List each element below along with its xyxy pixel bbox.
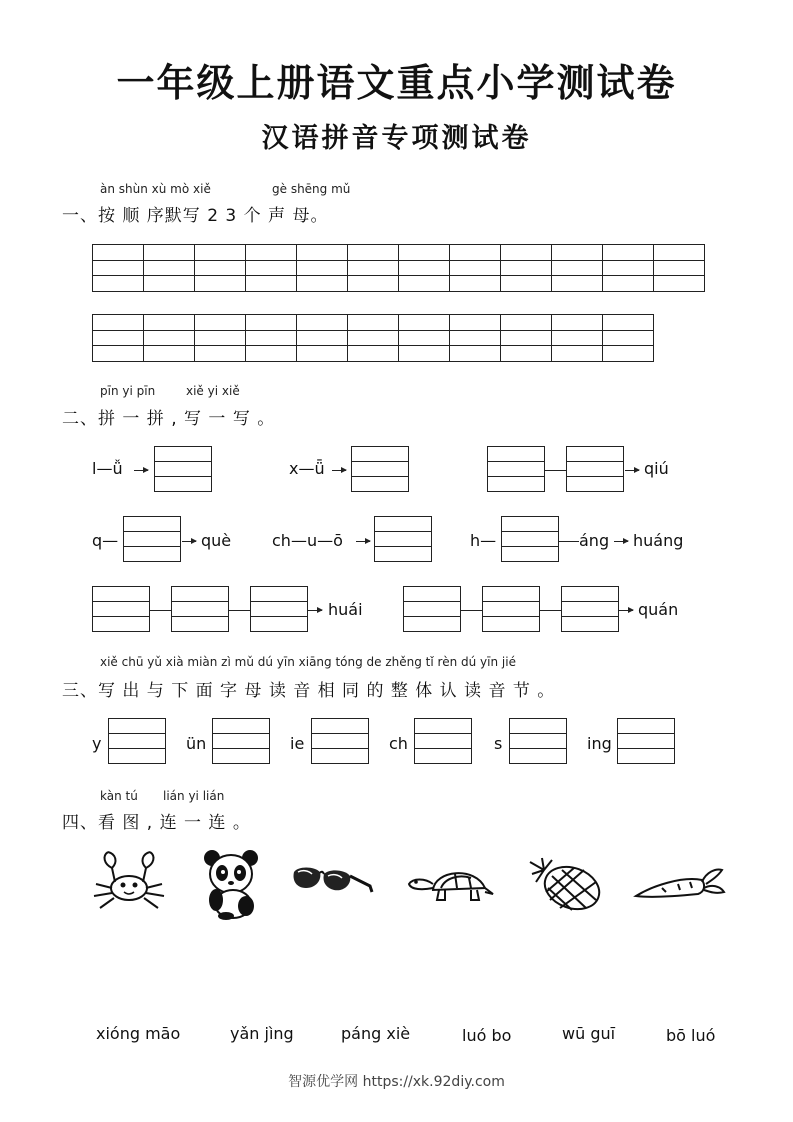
q3-letter-5: s (494, 734, 503, 753)
q2-item-b-box[interactable] (351, 446, 409, 492)
q3-question: 三、写 出 与 下 面 字 母 读 音 相 同 的 整 体 认 读 音 节 。 (62, 681, 556, 701)
q2-item-f-end: huáng (633, 531, 684, 550)
arrow-icon (356, 541, 370, 542)
arrow-icon (619, 610, 633, 611)
q2-pinyin-b: xiě yi xiě (186, 384, 240, 398)
crab-picture[interactable] (88, 848, 170, 916)
writing-cell[interactable] (449, 314, 501, 362)
writing-cell[interactable] (449, 244, 501, 292)
q4-pinyin-a: kàn tú (100, 789, 138, 803)
q2-pinyin-a: pīn yi pīn (100, 384, 156, 398)
q1-grid-row-1[interactable] (92, 244, 705, 292)
q3-pinyin: xiě chū yǔ xià miàn zì mǔ dú yīn xiāng tóng de zhěng tǐ rèn dú yīn jié (100, 655, 516, 669)
q1-grid-row-2[interactable] (92, 314, 654, 362)
q2-item-h-box-1[interactable] (403, 586, 461, 632)
writing-cell[interactable] (500, 244, 552, 292)
q2-item-g-box-3[interactable] (250, 586, 308, 632)
q4-word-5[interactable]: wū guī (562, 1024, 616, 1043)
arrow-icon (182, 541, 196, 542)
writing-cell[interactable] (194, 244, 246, 292)
q2-item-a-start: l—ǚ (92, 459, 123, 478)
q3-letter-6: ing (587, 734, 612, 753)
q2-item-h-box-2[interactable] (482, 586, 540, 632)
writing-cell[interactable] (245, 244, 297, 292)
q2-item-h-box-3[interactable] (561, 586, 619, 632)
arrow-icon (308, 610, 322, 611)
q3-letter-1: y (92, 734, 102, 753)
q2-item-g-box-2[interactable] (171, 586, 229, 632)
writing-cell[interactable] (296, 314, 348, 362)
arrow-icon (614, 541, 628, 542)
q2-item-d-end: què (201, 531, 232, 550)
arrow-icon (332, 470, 346, 471)
writing-cell[interactable] (143, 244, 195, 292)
q4-word-3[interactable]: páng xiè (341, 1024, 411, 1043)
writing-cell[interactable] (143, 314, 195, 362)
q2-item-e-start: ch—u—ō (272, 531, 343, 550)
q3-box-3[interactable] (311, 718, 369, 764)
writing-cell[interactable] (296, 244, 348, 292)
q4-question: 四、看 图 , 连 一 连 。 (62, 813, 251, 833)
q4-word-1[interactable]: xióng māo (96, 1024, 181, 1043)
writing-cell[interactable] (194, 314, 246, 362)
writing-cell[interactable] (602, 314, 654, 362)
q2-question: 二、拼 一 拼 , 写 一 写 。 (62, 409, 276, 429)
q4-pinyin-b: lián yi lián (163, 789, 225, 803)
q2-item-c-box-1[interactable] (487, 446, 545, 492)
writing-cell[interactable] (398, 314, 450, 362)
writing-cell[interactable] (92, 314, 144, 362)
arrow-icon (134, 470, 148, 471)
q1-pinyin-a: àn shùn xù mò xiě (100, 182, 211, 196)
pineapple-picture[interactable] (528, 856, 604, 912)
q4-word-2[interactable]: yǎn jìng (230, 1024, 294, 1043)
q2-item-e-box[interactable] (374, 516, 432, 562)
q1-pinyin-b: gè shēng mǔ (272, 182, 351, 196)
q2-item-b-start: x—ǖ (289, 459, 325, 478)
page-subtitle: 汉语拼音专项测试卷 (261, 123, 532, 154)
q4-word-4[interactable]: luó bo (462, 1026, 512, 1045)
q3-box-1[interactable] (108, 718, 166, 764)
panda-picture[interactable] (200, 848, 262, 920)
q2-item-f-start: h— (470, 531, 497, 550)
writing-cell[interactable] (500, 314, 552, 362)
q2-item-c-end: qiú (644, 459, 669, 478)
q3-box-4[interactable] (414, 718, 472, 764)
page-title: 一年级上册语文重点小学测试卷 (116, 61, 677, 105)
q2-item-g-end: huái (328, 600, 363, 619)
writing-cell[interactable] (347, 314, 399, 362)
writing-cell[interactable] (92, 244, 144, 292)
writing-cell[interactable] (245, 314, 297, 362)
writing-cell[interactable] (551, 244, 603, 292)
q3-box-5[interactable] (509, 718, 567, 764)
glasses-picture[interactable] (290, 862, 374, 904)
turtle-picture[interactable] (405, 860, 497, 906)
carrot-picture[interactable] (632, 866, 726, 904)
q3-box-2[interactable] (212, 718, 270, 764)
q2-item-f-mid: áng (579, 531, 610, 550)
q1-question: 一、按 顺 序默写 2 3 个 声 母。 (62, 206, 329, 226)
q3-letter-2: ün (186, 734, 207, 753)
q4-word-6[interactable]: bō luó (666, 1026, 716, 1045)
q3-letter-4: ch (389, 734, 408, 753)
q2-item-h-end: quán (638, 600, 679, 619)
writing-cell[interactable] (653, 244, 705, 292)
q2-item-d-box[interactable] (123, 516, 181, 562)
q2-item-c-box-2[interactable] (566, 446, 624, 492)
writing-cell[interactable] (398, 244, 450, 292)
writing-cell[interactable] (347, 244, 399, 292)
q2-item-g-box-1[interactable] (92, 586, 150, 632)
writing-cell[interactable] (551, 314, 603, 362)
q2-item-a-box[interactable] (154, 446, 212, 492)
q2-item-d-start: q— (92, 531, 119, 550)
q2-item-f-box[interactable] (501, 516, 559, 562)
q3-letter-3: ie (290, 734, 305, 753)
footer-url: 智源优学网 https://xk.92diy.com (288, 1074, 505, 1090)
arrow-icon (625, 470, 639, 471)
writing-cell[interactable] (602, 244, 654, 292)
q3-box-6[interactable] (617, 718, 675, 764)
